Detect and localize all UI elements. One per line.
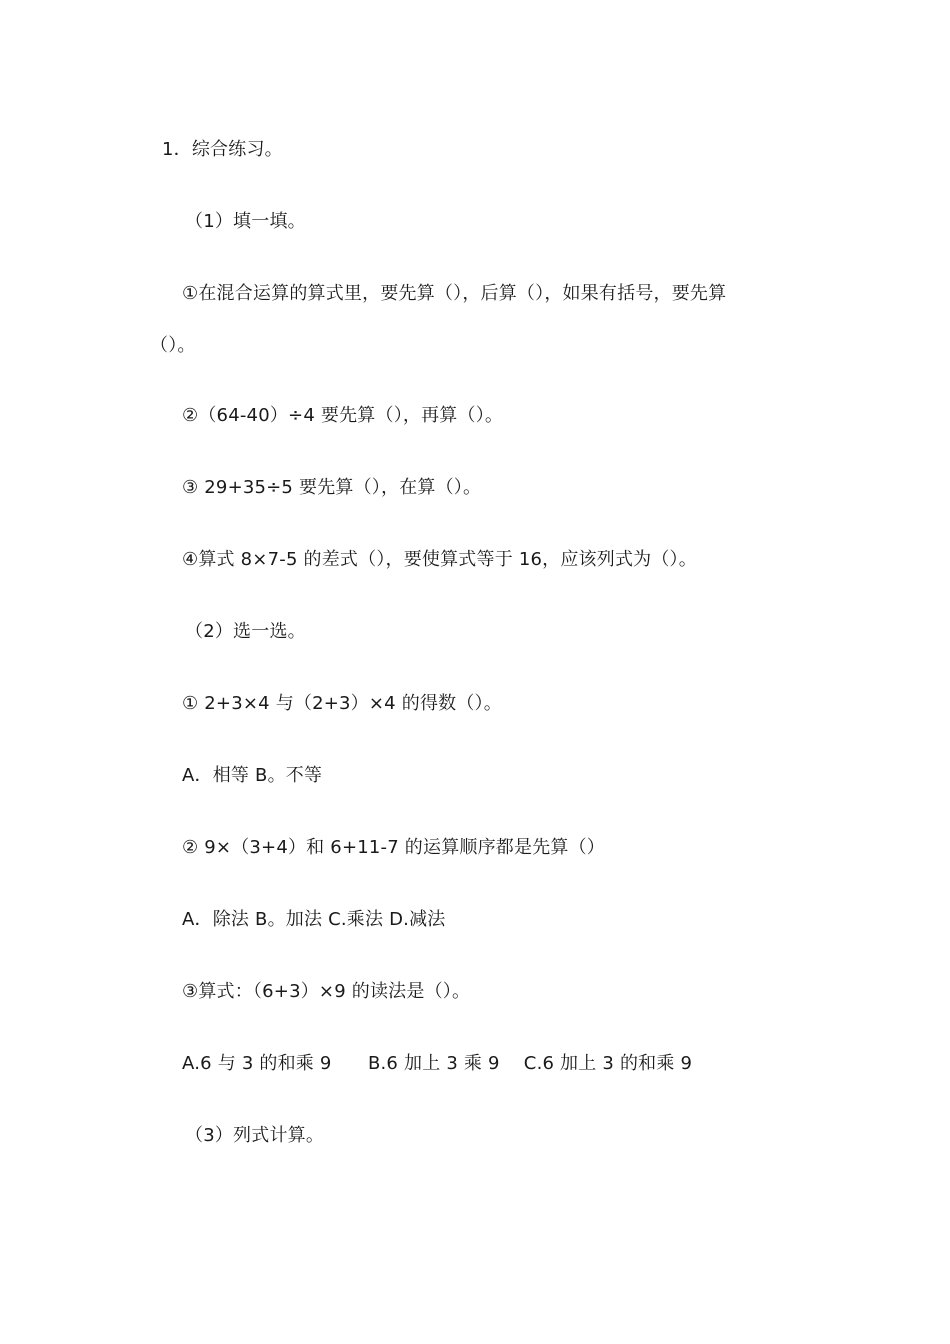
choose-question-2: ② 9×（3+4）和 6+11-7 的运算顺序都是先算（）: [182, 837, 606, 858]
fill-question-2: ②（64-40）÷4 要先算（），再算（）。: [182, 405, 504, 426]
fill-question-1-line-1: ①在混合运算的算式里，要先算（），后算（），如果有括号，要先算: [182, 283, 727, 304]
choose-question-3: ③算式：（6+3）×9 的读法是（）。: [182, 981, 471, 1002]
section-choose-title: （2）选一选。: [185, 621, 306, 642]
choose-question-1: ① 2+3×4 与（2+3）×4 的得数（）。: [182, 693, 502, 714]
section-fill-title: （1）填一填。: [185, 211, 306, 232]
choose-question-2-options: A．除法 B。加法 C.乘法 D.减法: [182, 909, 446, 930]
choose-question-1-options: A．相等 B。不等: [182, 765, 323, 786]
fill-question-4: ④算式 8×7-5 的差式（），要使算式等于 16，应该列式为（）。: [182, 549, 697, 570]
choose-question-3-options: A.6 与 3 的和乘 9 B.6 加上 3 乘 9 C.6 加上 3 的和乘 9: [182, 1053, 693, 1074]
section-calc-title: （3）列式计算。: [185, 1125, 325, 1146]
fill-question-3: ③ 29+35÷5 要先算（），在算（）。: [182, 477, 482, 498]
question-heading: 1．综合练习。: [162, 139, 283, 160]
fill-question-1-line-2: （）。: [150, 335, 196, 356]
